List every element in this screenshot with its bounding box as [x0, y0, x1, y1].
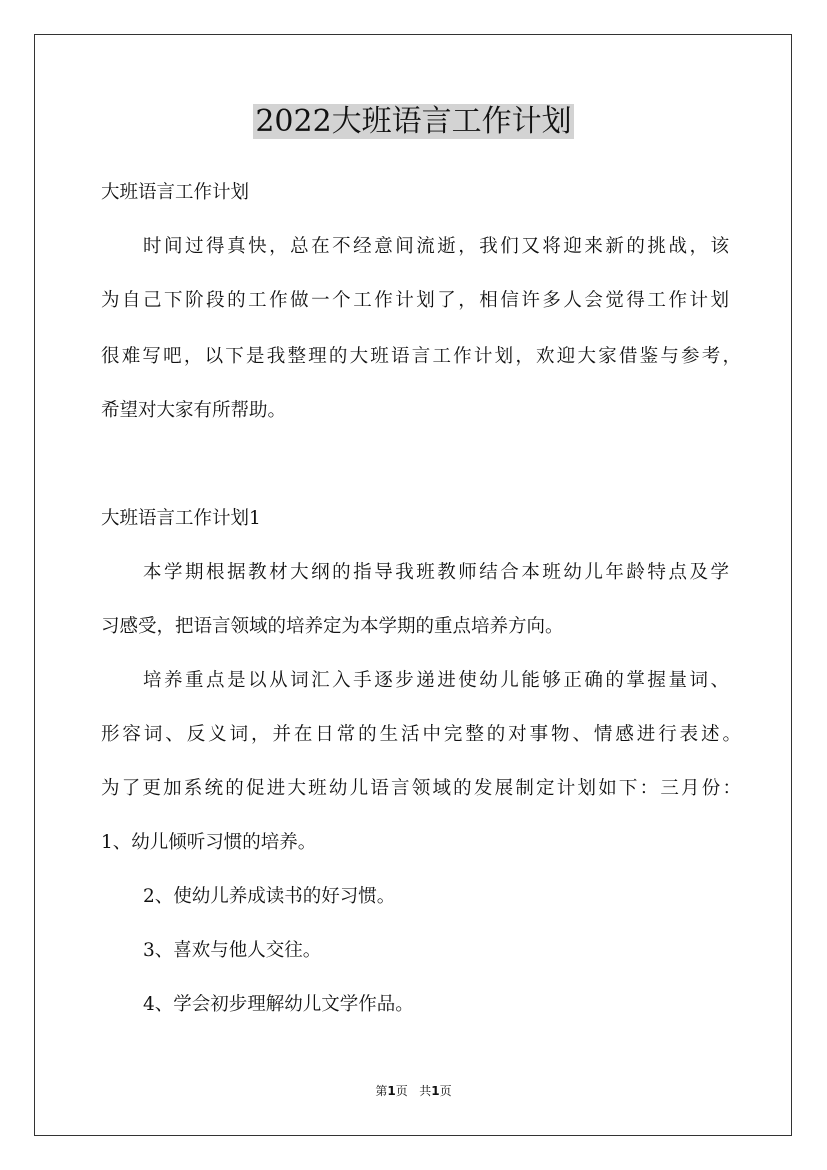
footer-page-current: 1	[387, 1084, 396, 1098]
footer-page-suffix: 页	[439, 1084, 452, 1098]
section1-line-5: 为了更加系统的促进大班幼儿语言领域的发展制定计划如下：三月份：	[101, 778, 741, 799]
page-footer	[0, 1083, 827, 1099]
section1-list-item-2: 2、使幼儿养成读书的好习惯。	[143, 886, 396, 907]
document-title	[0, 100, 827, 144]
section1-list-item-3: 3、喜欢与他人交往。	[143, 940, 322, 961]
footer-page-mid: 页 共	[395, 1084, 432, 1098]
intro-line-1: 时间过得真快，总在不经意间流逝，我们又将迎来新的挑战，该	[143, 236, 729, 257]
section1-line-4: 形容词、反义词，并在日常的生活中完整的对事物、情感进行表述。	[101, 724, 741, 745]
footer-page-prefix: 第	[375, 1084, 388, 1098]
section1-line-2: 习感受，把语言领域的培养定为本学期的重点培养方向。	[101, 616, 564, 637]
section1-list-item-1: 1、幼儿倾听习惯的培养。	[101, 832, 317, 853]
section1-line-1: 本学期根据教材大纲的指导我班教师结合本班幼儿年龄特点及学	[143, 562, 729, 583]
document-title-text: 2022大班语言工作计划	[255, 104, 572, 139]
footer-page-total: 1	[431, 1084, 440, 1098]
intro-line-2: 为自己下阶段的工作做一个工作计划了，相信许多人会觉得工作计划	[101, 290, 729, 311]
section1-list-item-4: 4、学会初步理解幼儿文学作品。	[143, 994, 414, 1015]
intro-line-3: 很难写吧，以下是我整理的大班语言工作计划，欢迎大家借鉴与参考，	[101, 346, 741, 367]
intro-heading: 大班语言工作计划	[101, 182, 250, 203]
intro-line-4: 希望对大家有所帮助。	[101, 400, 287, 421]
section1-line-3: 培养重点是以从词汇入手逐步递进使幼儿能够正确的掌握量词、	[143, 670, 729, 691]
section1-heading: 大班语言工作计划1	[101, 508, 261, 529]
